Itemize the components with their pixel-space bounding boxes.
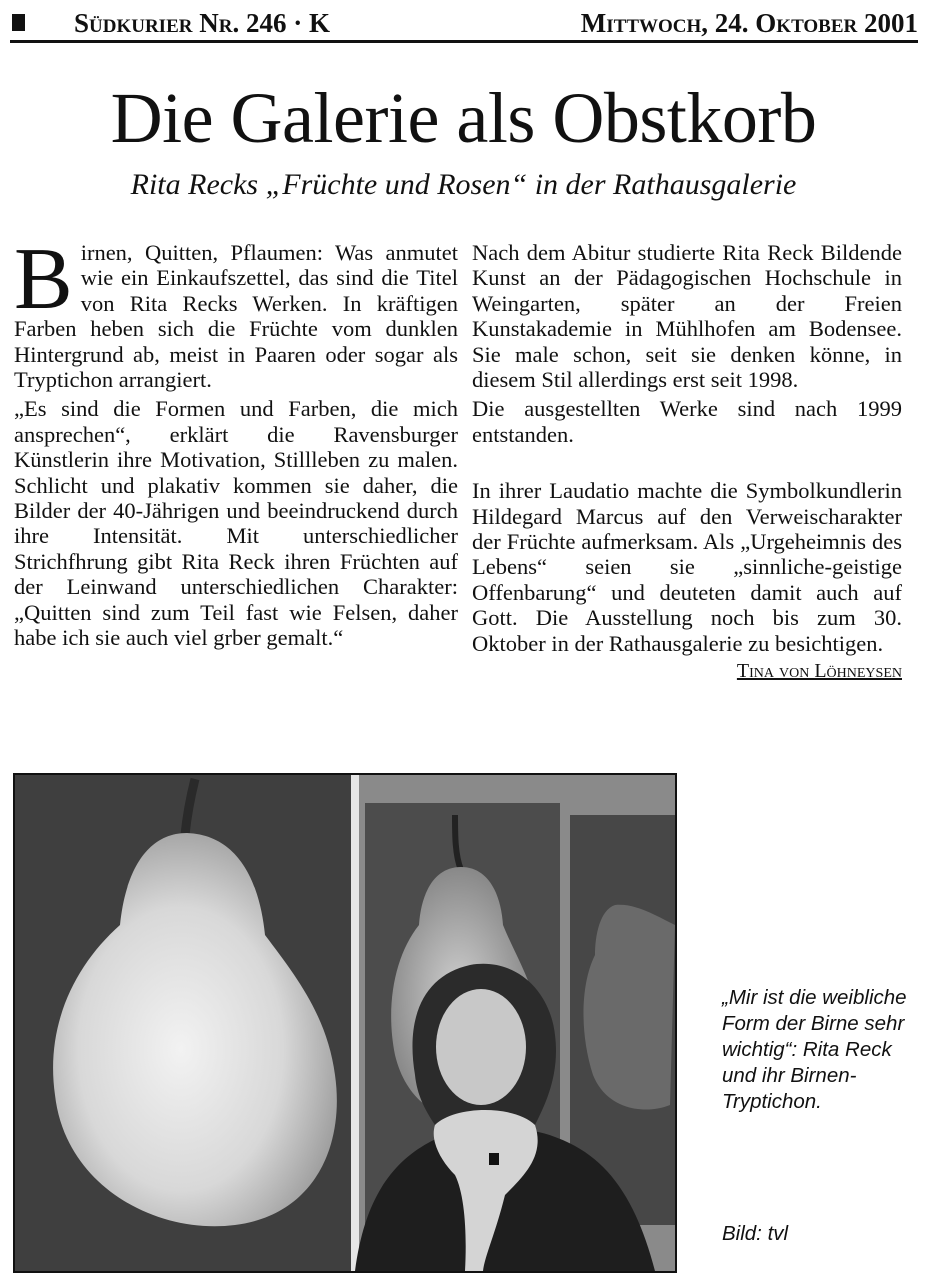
newspaper-name: Südkurier Nr. 246 · K <box>74 8 330 38</box>
photo-caption: „Mir ist die weibliche Form der Birne sehr wichtig“: Rita Reck und ihr Birnen-Tryptichon. <box>722 986 907 1113</box>
paragraph <box>472 478 902 683</box>
paragraph <box>14 231 458 393</box>
person-face <box>436 989 526 1105</box>
paragraph-text: irnen, Quitten, Pflaumen: Was anmutet wie ein Einkaufszettel, das sind die Titel von Rita Recks Werken. In kräftigen Farben heben sich die Früchte vom dunklen Hintergrund ab, meist in Paaren oder sogar als Tryptichon arrangiert. <box>14 240 458 393</box>
byline: Tina von Löhneysen <box>736 660 902 683</box>
subheadline: Rita Recks „Früchte und Rosen“ in der Rathausgalerie <box>130 168 797 201</box>
masthead-square-icon <box>12 14 25 31</box>
masthead <box>10 8 918 43</box>
drop-cap: B <box>14 231 73 328</box>
paragraph-text: In ihrer Laudatio machte die Symbolkundlerin Hildegard Marcus auf den Verweischarakter der Früchte aufmerksam. Als „Urgeheimnis des Lebens“ seien sie „sinnliche-geistige Offenbarung“ und deuteten damit auch auf Gott. Die Ausstellung noch bis zum 30. Oktober in der Rathausgalerie zu besichtigen. <box>472 478 902 656</box>
column-right <box>472 240 902 685</box>
section-spacer <box>472 451 902 478</box>
paragraph: Nach dem Abitur studierte Rita Reck Bildende Kunst an der Pädagogischen Hochschule in Weingarten, später an der Freien Kunstakademie in Mühlhofen am Bodensee. Sie male schon, seit sie denken könne, in diesem Stil allerdings erst seit 1998. <box>472 240 902 393</box>
column-left <box>14 231 458 655</box>
pear-right <box>583 905 675 1110</box>
photo-illustration <box>15 775 675 1271</box>
paragraph: „Es sind die Formen und Farben, die mich ansprechen“, erklärt die Ravensburger Künstlerin ihre Motivation, Stillleben zu malen. Schlicht und plakativ kommen sie daher, die Bilder der 40-Jährigen und beeindruckend durch ihre Intensität. Mit unterschiedlicher Strichfhrung gibt Rita Reck ihren Früchten auf der Leinwand unterschiedlichen Charakter: „Quitten sind zum Teil fast wie Felsen, daher habe ich sie auch viel grber gemalt.“ <box>14 396 458 651</box>
article-photo <box>13 773 677 1273</box>
issue-date: Mittwoch, 24. Oktober 2001 <box>580 8 918 38</box>
photo-credit: Bild: tvl <box>722 1222 789 1245</box>
headline: Die Galerie als Obstkorb <box>110 78 817 158</box>
paragraph: Die ausgestellten Werke sind nach 1999 entstanden. <box>472 396 902 447</box>
